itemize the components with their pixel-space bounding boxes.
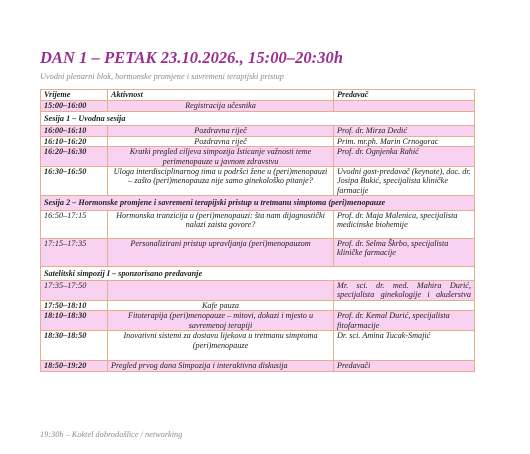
table-header-row [41,90,475,101]
row-activity: Pozdravna riječ [108,136,334,146]
row-activity: Inovativni sistemi za dostavu lijekova u tretmanu simptoma (peri)menopauze [108,331,334,361]
row-time: 16:00–16:10 [41,126,108,136]
row-speaker [334,300,475,310]
row-speaker: Dr. sci. Amina Tucak-Smajić [334,331,475,361]
row-activity [108,281,334,301]
footer-note: 19:30h – Koktel dobrodošlice / networking [40,430,183,439]
row-time: 16:30–16:50 [41,167,108,196]
row-time: 18:50–19:20 [41,361,108,371]
table-row [41,238,475,266]
table-row [41,147,475,167]
row-activity: Kratki pregled ciljeva simpozija Isticanje važnosti teme perimenopauze u javnom zdravstvu [108,147,334,167]
row-activity: Pregled prvog dana Simpozija i interaktivna diskusija [108,361,334,371]
row-activity: Hormonska tranzicija u (peri)menopauzi: šta nam dijagnostički nalazi zaista govore? [108,210,334,238]
session-title: Sesija 2 – Hormonske promjene i savremeni terapijski pristup u tretmanu simptoma (peri)menopauze [41,196,475,210]
table-row [41,361,475,371]
table-row [41,210,475,238]
table-row [41,101,475,112]
row-speaker [334,101,475,112]
program-table [40,89,475,372]
row-activity: Pozdravna riječ [108,126,334,136]
row-time: 17:15–17:35 [41,238,108,266]
column-header-time: Vrijeme [41,90,108,101]
column-header-speaker: Predavač [334,90,475,101]
row-speaker: Predavači [334,361,475,371]
row-time: 18:30–18:50 [41,331,108,361]
table-row [41,281,475,301]
row-speaker: Prof. dr. Ognjenka Rahić [334,147,475,167]
session-row [41,112,475,126]
row-time: 15:00–16:00 [41,101,108,112]
row-activity: Uloga interdisciplinarnog tima u podršci žene u (peri)menopauzi – zašto (peri)menopauza nije samo ginekološko pitanje? [108,167,334,196]
session-row [41,196,475,210]
table-row [41,300,475,310]
row-speaker: Prof. dr. Selma Škrbo, specijalista kliničke farmacije [334,238,475,266]
page-title: DAN 1 – PETAK 23.10.2026., 15:00–20:30h [40,48,344,67]
row-time: 16:20–16:30 [41,147,108,167]
page-subtitle: Uvodni plenarni blok, hormonske promjene i savremeni terapijski pristup [40,72,284,81]
row-speaker: Prim. mr.ph. Marin Crnogorac [334,136,475,146]
row-activity: Personalizirani pristup upravljanja (peri)menopauzom [108,238,334,266]
row-speaker: Uvodni gost-predavač (keynote), doc. dr. Josipa Bukić, specijalista kliničke farmacije [334,167,475,196]
row-activity: Kafe pauza [108,300,334,310]
row-speaker: Prof. dr. Mirza Dedić [334,126,475,136]
row-activity: Fitoterapija (peri)menopauze – mitovi, dokazi i mjesto u savremenoj terapiji [108,311,334,331]
session-row [41,266,475,280]
row-time: 16:10–16:20 [41,136,108,146]
session-title: Satelitski simpozij I – sponzorisano predavanje [41,266,475,280]
row-time: 17:35–17:50 [41,281,108,301]
column-header-activity: Aktivnost [108,90,334,101]
table-row [41,126,475,136]
session-title: Sesija 1 – Uvodna sesija [41,112,475,126]
row-time: 18:10–18:30 [41,311,108,331]
row-time: 17:50–18:10 [41,300,108,310]
row-speaker: Mr. sci. dr. med. Mahira Durić, specijalista ginekologije i akušerstva [334,281,475,301]
table-row [41,136,475,146]
row-activity: Registracija učesnika [108,101,334,112]
table-row [41,311,475,331]
row-speaker: Prof. dr. Kemal Durić, specijalista fitofarmacije [334,311,475,331]
program-page [40,48,474,372]
row-speaker: Prof. dr. Maja Malenica, specijalista medicinske biohemije [334,210,475,238]
table-row [41,167,475,196]
row-time: 16:50–17:15 [41,210,108,238]
table-row [41,331,475,361]
